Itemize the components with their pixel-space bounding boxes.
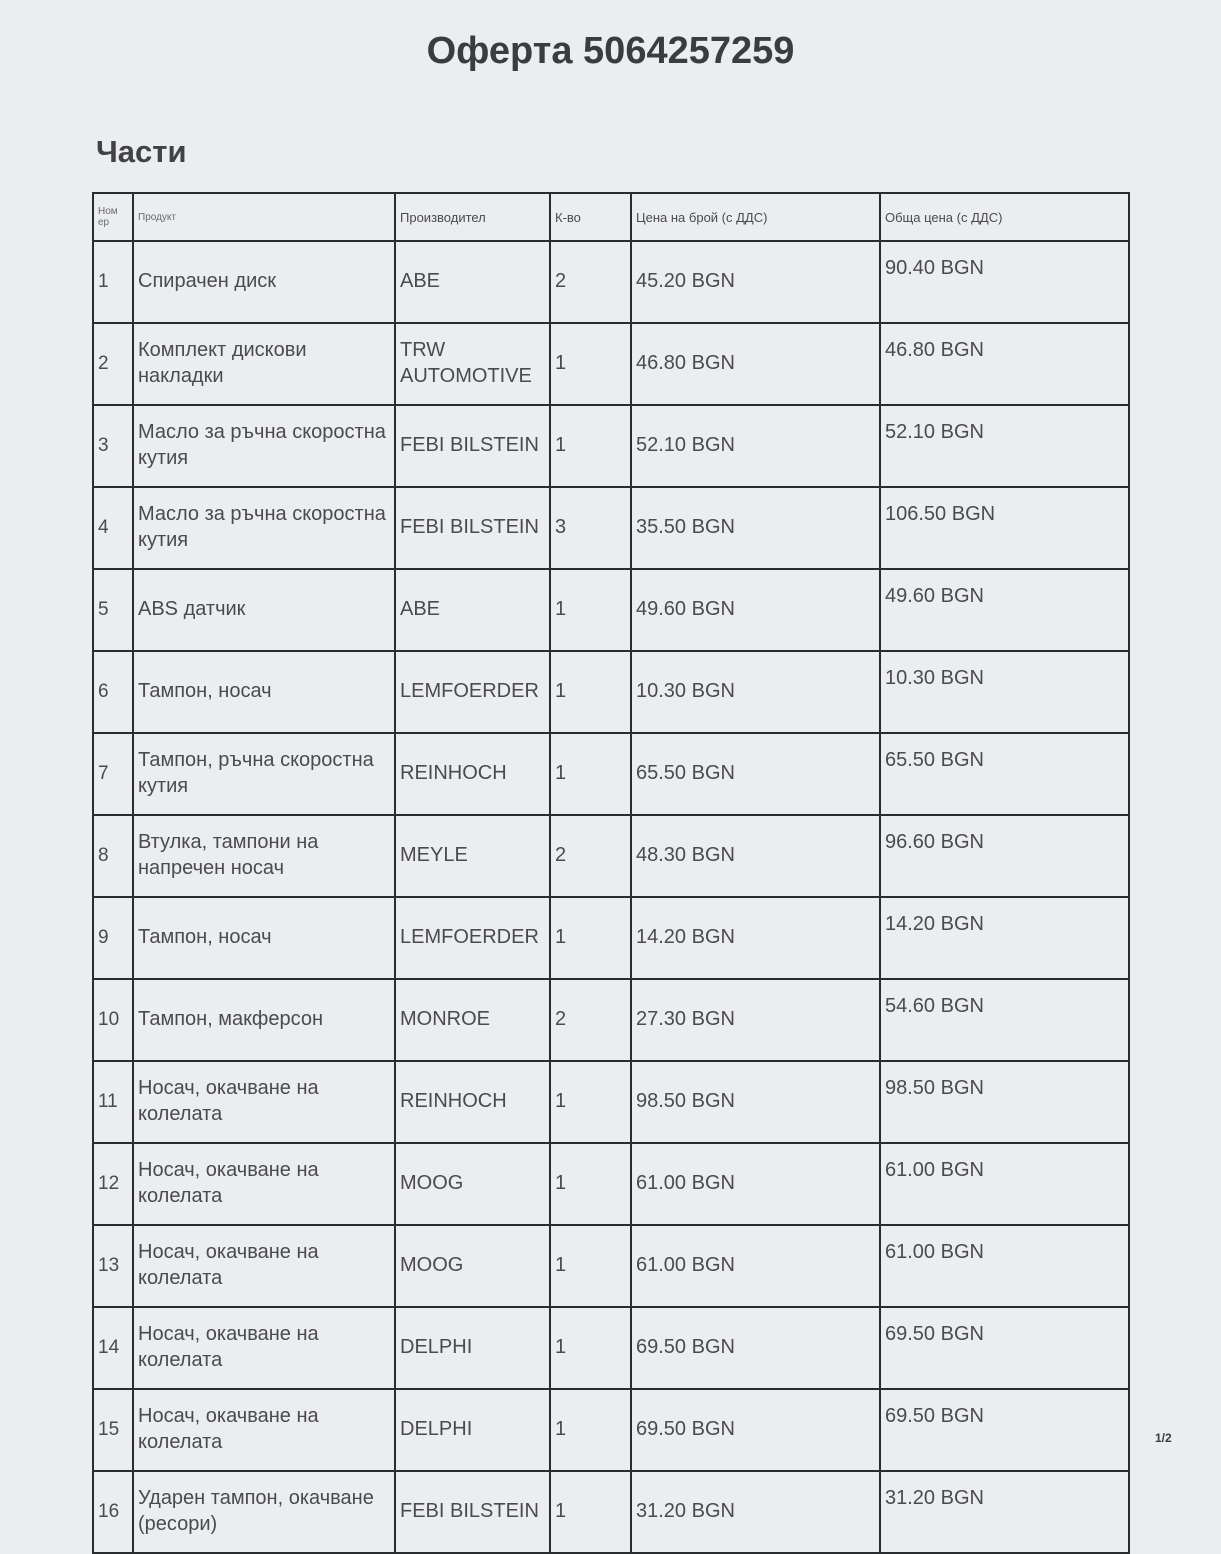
cell-total-price: 106.50 BGN [880,487,1129,569]
header-product: Продукт [133,193,395,241]
cell-num: 5 [93,569,133,651]
cell-unit-price: 31.20 BGN [631,1471,880,1553]
cell-unit-price: 48.30 BGN [631,815,880,897]
cell-product: Тампон, носач [133,897,395,979]
table-row [93,569,1129,651]
cell-manufacturer: MEYLE [395,815,550,897]
cell-num: 11 [93,1061,133,1143]
cell-manufacturer: MOOG [395,1225,550,1307]
table-row [93,815,1129,897]
cell-total-price: 31.20 BGN [880,1471,1129,1553]
cell-num: 1 [93,241,133,323]
cell-manufacturer: DELPHI [395,1307,550,1389]
cell-product: Втулка, тампони на напречен носач [133,815,395,897]
cell-unit-price: 69.50 BGN [631,1307,880,1389]
section-title: Части [96,134,187,169]
cell-product: Комплект дискови накладки [133,323,395,405]
table-row [93,1225,1129,1307]
cell-qty: 1 [550,323,631,405]
cell-qty: 3 [550,487,631,569]
cell-total-price: 61.00 BGN [880,1143,1129,1225]
table-row [93,241,1129,323]
cell-product: Носач, окачване на колелата [133,1225,395,1307]
table-row [93,651,1129,733]
cell-manufacturer: FEBI BILSTEIN [395,405,550,487]
cell-num: 2 [93,323,133,405]
cell-num: 10 [93,979,133,1061]
cell-qty: 1 [550,1225,631,1307]
cell-total-price: 96.60 BGN [880,815,1129,897]
cell-unit-price: 65.50 BGN [631,733,880,815]
cell-manufacturer: MOOG [395,1143,550,1225]
parts-table [92,192,1130,1554]
cell-total-price: 54.60 BGN [880,979,1129,1061]
cell-num: 13 [93,1225,133,1307]
cell-qty: 1 [550,569,631,651]
cell-manufacturer: REINHOCH [395,1061,550,1143]
cell-product: Тампон, макферсон [133,979,395,1061]
table-row [93,1471,1129,1553]
header-manufacturer: Производител [395,193,550,241]
cell-product: Носач, окачване на колелата [133,1061,395,1143]
cell-num: 4 [93,487,133,569]
table-header-row [93,193,1129,241]
cell-manufacturer: ABE [395,241,550,323]
header-unit-price: Цена на брой (с ДДС) [631,193,880,241]
cell-qty: 2 [550,815,631,897]
cell-manufacturer: FEBI BILSTEIN [395,1471,550,1553]
table-body [93,241,1129,1553]
cell-unit-price: 52.10 BGN [631,405,880,487]
cell-product: ABS датчик [133,569,395,651]
cell-total-price: 61.00 BGN [880,1225,1129,1307]
cell-unit-price: 61.00 BGN [631,1143,880,1225]
cell-qty: 1 [550,1143,631,1225]
cell-total-price: 49.60 BGN [880,569,1129,651]
cell-manufacturer: LEMFOERDER [395,897,550,979]
cell-qty: 1 [550,897,631,979]
cell-num: 9 [93,897,133,979]
cell-qty: 1 [550,405,631,487]
cell-total-price: 14.20 BGN [880,897,1129,979]
cell-total-price: 90.40 BGN [880,241,1129,323]
cell-manufacturer: DELPHI [395,1389,550,1471]
cell-product: Носач, окачване на колелата [133,1143,395,1225]
cell-qty: 1 [550,651,631,733]
cell-total-price: 65.50 BGN [880,733,1129,815]
cell-product: Спирачен диск [133,241,395,323]
cell-product: Тампон, носач [133,651,395,733]
cell-num: 14 [93,1307,133,1389]
cell-num: 15 [93,1389,133,1471]
cell-unit-price: 45.20 BGN [631,241,880,323]
cell-total-price: 69.50 BGN [880,1307,1129,1389]
cell-unit-price: 14.20 BGN [631,897,880,979]
cell-qty: 2 [550,241,631,323]
cell-manufacturer: ABE [395,569,550,651]
cell-product: Масло за ръчна скоростна кутия [133,405,395,487]
table-row [93,1389,1129,1471]
cell-unit-price: 46.80 BGN [631,323,880,405]
header-qty: К-во [550,193,631,241]
cell-product: Ударен тампон, окачване (ресори) [133,1471,395,1553]
cell-product: Тампон, ръчна скоростна кутия [133,733,395,815]
cell-manufacturer: LEMFOERDER [395,651,550,733]
cell-num: 8 [93,815,133,897]
page-number: 1/2 [1155,1431,1172,1445]
cell-total-price: 52.10 BGN [880,405,1129,487]
cell-unit-price: 61.00 BGN [631,1225,880,1307]
cell-unit-price: 35.50 BGN [631,487,880,569]
cell-total-price: 46.80 BGN [880,323,1129,405]
cell-qty: 1 [550,1389,631,1471]
cell-unit-price: 98.50 BGN [631,1061,880,1143]
cell-manufacturer: MONROE [395,979,550,1061]
cell-product: Носач, окачване на колелата [133,1307,395,1389]
cell-manufacturer: FEBI BILSTEIN [395,487,550,569]
cell-total-price: 69.50 BGN [880,1389,1129,1471]
cell-num: 12 [93,1143,133,1225]
cell-num: 7 [93,733,133,815]
cell-unit-price: 69.50 BGN [631,1389,880,1471]
cell-qty: 1 [550,1061,631,1143]
cell-total-price: 98.50 BGN [880,1061,1129,1143]
cell-num: 16 [93,1471,133,1553]
cell-qty: 1 [550,1307,631,1389]
table-row [93,1143,1129,1225]
cell-unit-price: 27.30 BGN [631,979,880,1061]
table-row [93,323,1129,405]
header-num: Ном ер [93,193,133,241]
cell-product: Носач, окачване на колелата [133,1389,395,1471]
cell-manufacturer: REINHOCH [395,733,550,815]
table-row [93,1061,1129,1143]
cell-qty: 2 [550,979,631,1061]
table-row [93,1307,1129,1389]
table-row [93,979,1129,1061]
table-row [93,733,1129,815]
table-row [93,897,1129,979]
cell-num: 6 [93,651,133,733]
document-title: Оферта 5064257259 [426,30,795,72]
cell-product: Масло за ръчна скоростна кутия [133,487,395,569]
table-row [93,487,1129,569]
cell-unit-price: 49.60 BGN [631,569,880,651]
cell-total-price: 10.30 BGN [880,651,1129,733]
cell-qty: 1 [550,733,631,815]
cell-num: 3 [93,405,133,487]
header-total-price: Обща цена (с ДДС) [880,193,1129,241]
table-row [93,405,1129,487]
cell-unit-price: 10.30 BGN [631,651,880,733]
cell-manufacturer: TRW AUTOMOTIVE [395,323,550,405]
cell-qty: 1 [550,1471,631,1553]
